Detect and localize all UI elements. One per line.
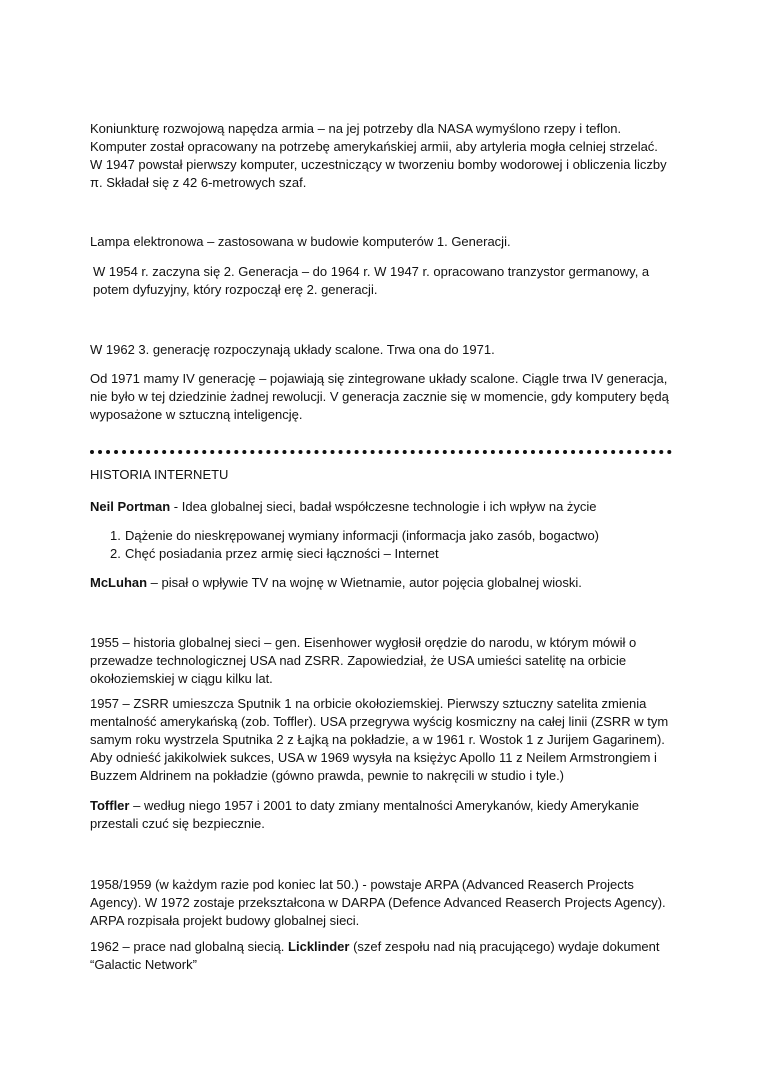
person-name-bold: Neil Portman [90,499,171,514]
text-line: Koniunkturę rozwojową napędza armia – na jej potrzeby dla NASA wymyślono rzepy i teflon. [90,121,622,136]
text-span: - Idea globalnej sieci, badał współczesne technologie i ich wpływ na życie [170,499,597,514]
text-line: okołoziemskiej w ciągu kilku lat. [90,671,273,686]
paragraph-1958 [90,876,680,930]
paragraph-portman [90,498,680,516]
paragraph-1962 [90,938,680,974]
paragraph-second-generation [93,263,683,299]
list-item-text: Chęć posiadania przez armię sieci łączności – Internet [125,546,439,561]
person-name-bold: Toffler [90,798,130,813]
text-line: Lampa elektronowa – zastosowana w budowie komputerów 1. Generacji. [90,234,511,249]
paragraph-1955 [90,634,680,688]
text-line: π. Składał się z 42 6-metrowych szaf. [90,175,307,190]
dotted-divider [90,450,672,454]
list-item [90,545,680,563]
text-line: W 1947 powstał pierwszy komputer, uczestniczący w tworzeniu bomby wodorowej i obliczenia liczby [90,157,667,172]
text-line: potem dyfuzyjny, który rozpoczął erę 2. generacji. [93,282,378,297]
text-span: – według niego 1957 i 2001 to daty zmiany mentalności Amerykanów, kiedy Amerykanie [129,798,639,813]
text-span: 1962 – prace nad globalną siecią. [90,939,289,954]
paragraph-1957 [90,695,680,785]
text-line: Aby odnieść jakikolwiek sukces, USA w 1969 wysyła na księżyc Apollo 11 z Neilem Armstrongiem i [90,750,657,765]
text-line: 1958/1959 (w każdym razie pod koniec lat 50.) - powstaje ARPA (Advanced Reaserch Projects [90,877,634,892]
text-line: Od 1971 mamy IV generację – pojawiają się zintegrowane układy scalone. Ciągle trwa IV generacja, [90,371,668,386]
heading-text: HISTORIA INTERNETU [90,467,229,482]
person-name-bold: Licklinder [288,939,350,954]
text-line: 1957 – ZSRR umieszcza Sputnik 1 na orbicie okołoziemskiej. Pierwszy sztuczny satelita zmienia [90,696,647,711]
text-line: W 1962 3. generację rozpoczynają układy scalone. Trwa ona do 1971. [90,342,495,357]
paragraph-mcluhan [90,574,680,592]
text-line: samym roku wystrzela Sputnika 2 z Łajką na pokładzie, a w 1961 r. Wostok 1 z Jurijem Gagarinem). [90,732,665,747]
paragraph-toffler [90,797,680,833]
section-heading [90,466,680,484]
text-line: mentalność amerykańską (zob. Toffler). USA przegrywa wyścig kosmiczny na całej linii (ZSRR w tym [90,714,669,729]
paragraph-military-innovation [90,120,680,192]
text-line: ARPA rozpisała projekt budowy globalnej sieci. [90,913,360,928]
paragraph-third-generation [90,341,680,359]
paragraph-fourth-generation [90,370,680,424]
text-line: nie było w tej dziedzinie żadnej rewolucji. V generacja zacznie się w momencie, gdy komputery będą [90,389,669,404]
text-span: (szef zespołu nad nią pracującego) wydaje dokument [349,939,660,954]
text-line: przestali czuć się bezpiecznie. [90,816,265,831]
numbered-list [90,527,680,563]
text-span: – pisał o wpływie TV na wojnę w Wietnamie, autor pojęcia globalnej wioski. [147,575,582,590]
paragraph-vacuum-tube [90,233,680,251]
text-line: 1955 – historia globalnej sieci – gen. Eisenhower wygłosił orędzie do narodu, w którym mówił o [90,635,637,650]
text-line: przewadze technologicznej USA nad ZSRR. Zapowiedział, że USA umieści satelitę na orbicie [90,653,627,668]
text-line: Agency). W 1972 zostaje przekształcona w DARPA (Defence Advanced Reaserch Projects Agency). [90,895,666,910]
list-number: 1. [110,528,121,543]
text-line: W 1954 r. zaczyna się 2. Generacja – do 1964 r. W 1947 r. opracowano tranzystor germanowy, a [93,264,650,279]
list-number: 2. [110,546,121,561]
list-item-text: Dążenie do nieskrępowanej wymiany informacji (informacja jako zasób, bogactwo) [125,528,599,543]
list-item [90,527,680,545]
text-line: Buzzem Aldrinem na pokładzie (gówno prawda, pewnie to nakręcili w studio i tyle.) [90,768,565,783]
person-name-bold: McLuhan [90,575,148,590]
text-line: wyposażone w sztuczną inteligencję. [90,407,303,422]
text-line: Komputer został opracowany na potrzebę amerykańskiej armii, aby artyleria mogła celniej strzelać. [90,139,658,154]
text-line: “Galactic Network” [90,957,197,972]
